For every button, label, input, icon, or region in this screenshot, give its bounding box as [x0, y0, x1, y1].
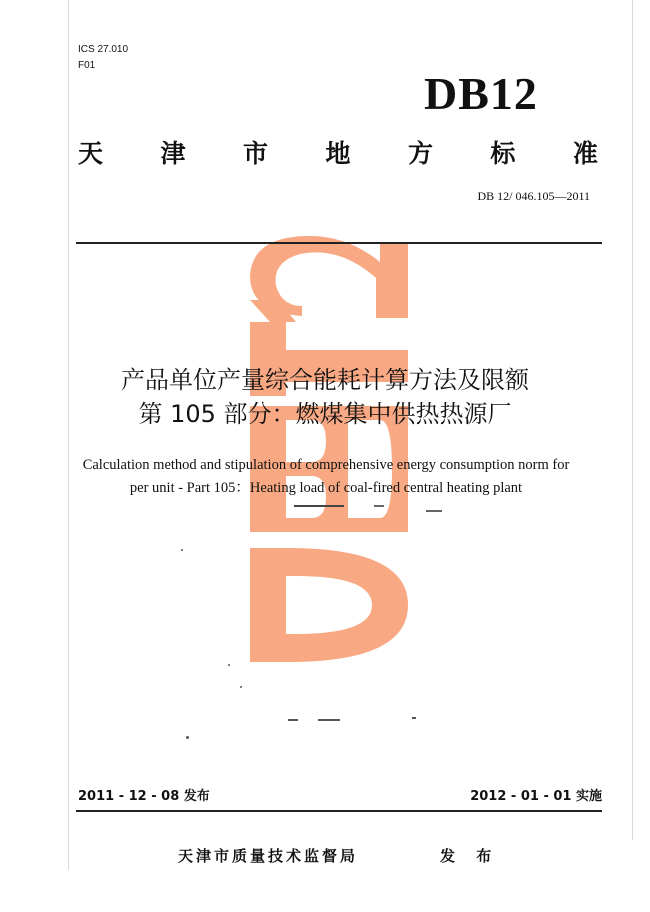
standard-type-char: 标 [490, 139, 516, 168]
scan-mark [318, 719, 340, 721]
standard-type-heading [78, 138, 598, 170]
scan-mark [228, 664, 230, 666]
standard-code-logo: DB12 [424, 68, 538, 119]
scan-mark [426, 510, 442, 512]
title-english-line2: per unit - Part 105：Heating load of coal-fired central heating plant [129, 480, 523, 496]
publisher-name: 天津市质量技术监督局 [178, 847, 359, 865]
top-divider [76, 242, 602, 244]
ccs-code: F01 [78, 60, 96, 71]
scan-mark [181, 549, 183, 551]
bottom-divider [76, 810, 602, 812]
standard-type-char: 市 [242, 139, 268, 168]
standard-number: DB 12/ 046.105—2011 [477, 189, 590, 203]
scan-mark [374, 505, 384, 507]
watermark-letter-d [250, 548, 408, 662]
standard-type-char: 方 [407, 139, 433, 168]
scan-mark [412, 717, 416, 719]
title-english-line1: Calculation method and stipulation of comprehensive energy consumption norm for [82, 457, 570, 473]
title-chinese-line2: 第 105 部分：燃煤集中供热热源厂 [138, 400, 512, 428]
watermark-letter-2 [250, 236, 408, 318]
ics-code: ICS 27.010 [78, 44, 129, 55]
standard-type-char: 准 [572, 139, 598, 168]
standard-type-char: 津 [160, 139, 186, 168]
scan-mark [294, 505, 344, 507]
scan-mark [288, 719, 298, 721]
scan-mark [186, 736, 189, 739]
implementation-date: 2012 - 01 - 01 实施 [470, 789, 602, 804]
publish-label: 发 布 [440, 847, 500, 865]
issue-date: 2011 - 12 - 08 发布 [78, 789, 210, 804]
standard-type-char: 天 [78, 139, 104, 168]
scan-mark [240, 686, 242, 688]
standard-type-char: 地 [325, 139, 351, 168]
title-chinese-line1: 产品单位产量综合能耗计算方法及限额 [121, 366, 529, 394]
